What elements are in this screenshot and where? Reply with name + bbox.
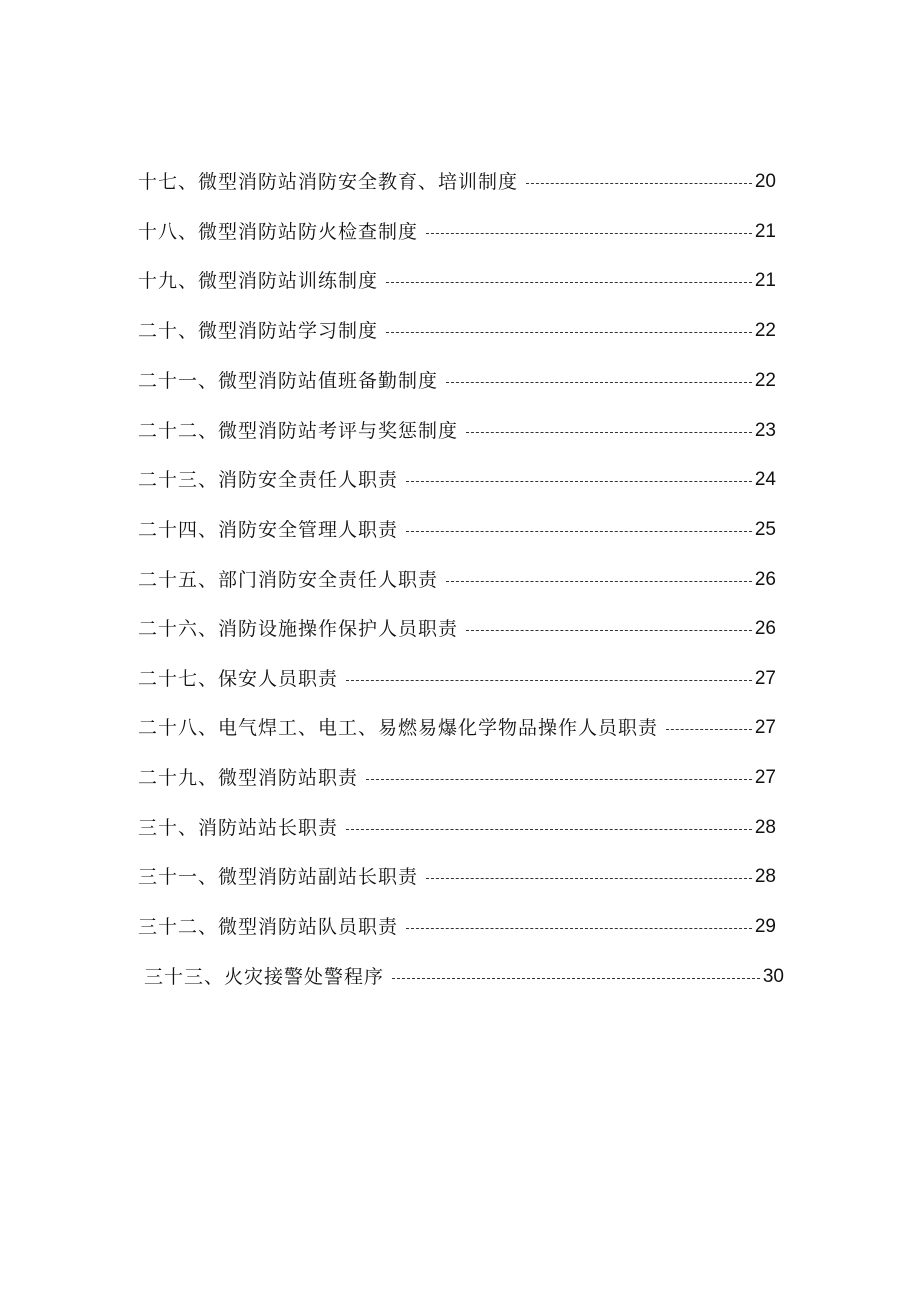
- toc-entry[interactable]: [138, 266, 776, 296]
- toc-entry[interactable]: [138, 316, 776, 346]
- dot-leader: [466, 432, 752, 433]
- toc-entry[interactable]: [138, 713, 776, 743]
- toc-entry-page: 26: [754, 569, 776, 590]
- dot-leader: [386, 332, 752, 333]
- toc-entry-page: 21: [754, 221, 776, 242]
- toc-entry[interactable]: [138, 515, 776, 545]
- toc-entry-title: 十七、微型消防站消防安全教育、培训制度: [138, 171, 519, 193]
- toc-entry[interactable]: [138, 912, 776, 942]
- toc-entry-title: 二十、微型消防站学习制度: [138, 320, 379, 342]
- toc-entry[interactable]: [138, 862, 776, 892]
- toc-entry-title: 二十二、微型消防站考评与奖惩制度: [138, 420, 459, 442]
- toc-entry-title: 二十九、微型消防站职责: [138, 767, 359, 789]
- toc-entry-page: 27: [754, 668, 776, 689]
- toc-entry[interactable]: [138, 366, 776, 396]
- toc-entry[interactable]: [138, 416, 776, 446]
- dot-leader: [426, 878, 752, 879]
- dot-leader: [346, 680, 752, 681]
- toc-entry[interactable]: [138, 217, 776, 247]
- dot-leader: [446, 581, 752, 582]
- toc-entry-page: 24: [754, 469, 776, 490]
- toc-entry-page: 27: [754, 717, 776, 738]
- toc-entry-page: 28: [754, 866, 776, 887]
- dot-leader: [426, 233, 752, 234]
- toc-entry-page: 21: [754, 270, 776, 291]
- toc-entry-page: 26: [754, 618, 776, 639]
- toc-entry[interactable]: [138, 614, 776, 644]
- toc-entry-title: 二十一、微型消防站值班备勤制度: [138, 370, 439, 392]
- toc-entry[interactable]: [144, 962, 784, 992]
- dot-leader: [392, 978, 760, 979]
- toc-entry[interactable]: [138, 763, 776, 793]
- toc-entry-page: 25: [754, 519, 776, 540]
- toc-entry-page: 28: [754, 817, 776, 838]
- toc-entry-title: 三十一、微型消防站副站长职责: [138, 866, 419, 888]
- toc-entry-title: 二十六、消防设施操作保护人员职责: [138, 618, 459, 640]
- toc-entry-title: 十九、微型消防站训练制度: [138, 270, 379, 292]
- toc-entry-title: 二十四、消防安全管理人职责: [138, 519, 399, 541]
- toc-entry-page: 23: [754, 420, 776, 441]
- toc-entry-page: 30: [762, 966, 784, 987]
- dot-leader: [526, 183, 752, 184]
- toc-entry[interactable]: [138, 664, 776, 694]
- toc-entry[interactable]: [138, 167, 776, 197]
- dot-leader: [386, 282, 752, 283]
- toc-entry-title: 十八、微型消防站防火检查制度: [138, 221, 419, 243]
- toc-entry-page: 22: [754, 370, 776, 391]
- toc-entry[interactable]: [138, 565, 776, 595]
- toc-entry-title: 三十二、微型消防站队员职责: [138, 916, 399, 938]
- dot-leader: [346, 829, 752, 830]
- toc-entry-title: 二十三、消防安全责任人职责: [138, 469, 399, 491]
- dot-leader: [406, 481, 752, 482]
- toc-entry-page: 22: [754, 320, 776, 341]
- toc-entry-title: 三十三、火灾接警处警程序: [144, 966, 385, 988]
- toc-entry[interactable]: [138, 813, 776, 843]
- toc-entry-page: 27: [754, 767, 776, 788]
- toc-entry[interactable]: [138, 465, 776, 495]
- dot-leader: [406, 928, 752, 929]
- toc-entry-page: 29: [754, 916, 776, 937]
- toc-entry-title: 二十五、部门消防安全责任人职责: [138, 569, 439, 591]
- dot-leader: [666, 729, 752, 730]
- toc-entry-title: 二十八、电气焊工、电工、易燃易爆化学物品操作人员职责: [138, 717, 659, 739]
- dot-leader: [466, 630, 752, 631]
- dot-leader: [446, 382, 752, 383]
- toc-entry-page: 20: [754, 171, 776, 192]
- toc-entry-title: 三十、消防站站长职责: [138, 817, 339, 839]
- dot-leader: [366, 779, 752, 780]
- toc-entry-title: 二十七、保安人员职责: [138, 668, 339, 690]
- dot-leader: [406, 531, 752, 532]
